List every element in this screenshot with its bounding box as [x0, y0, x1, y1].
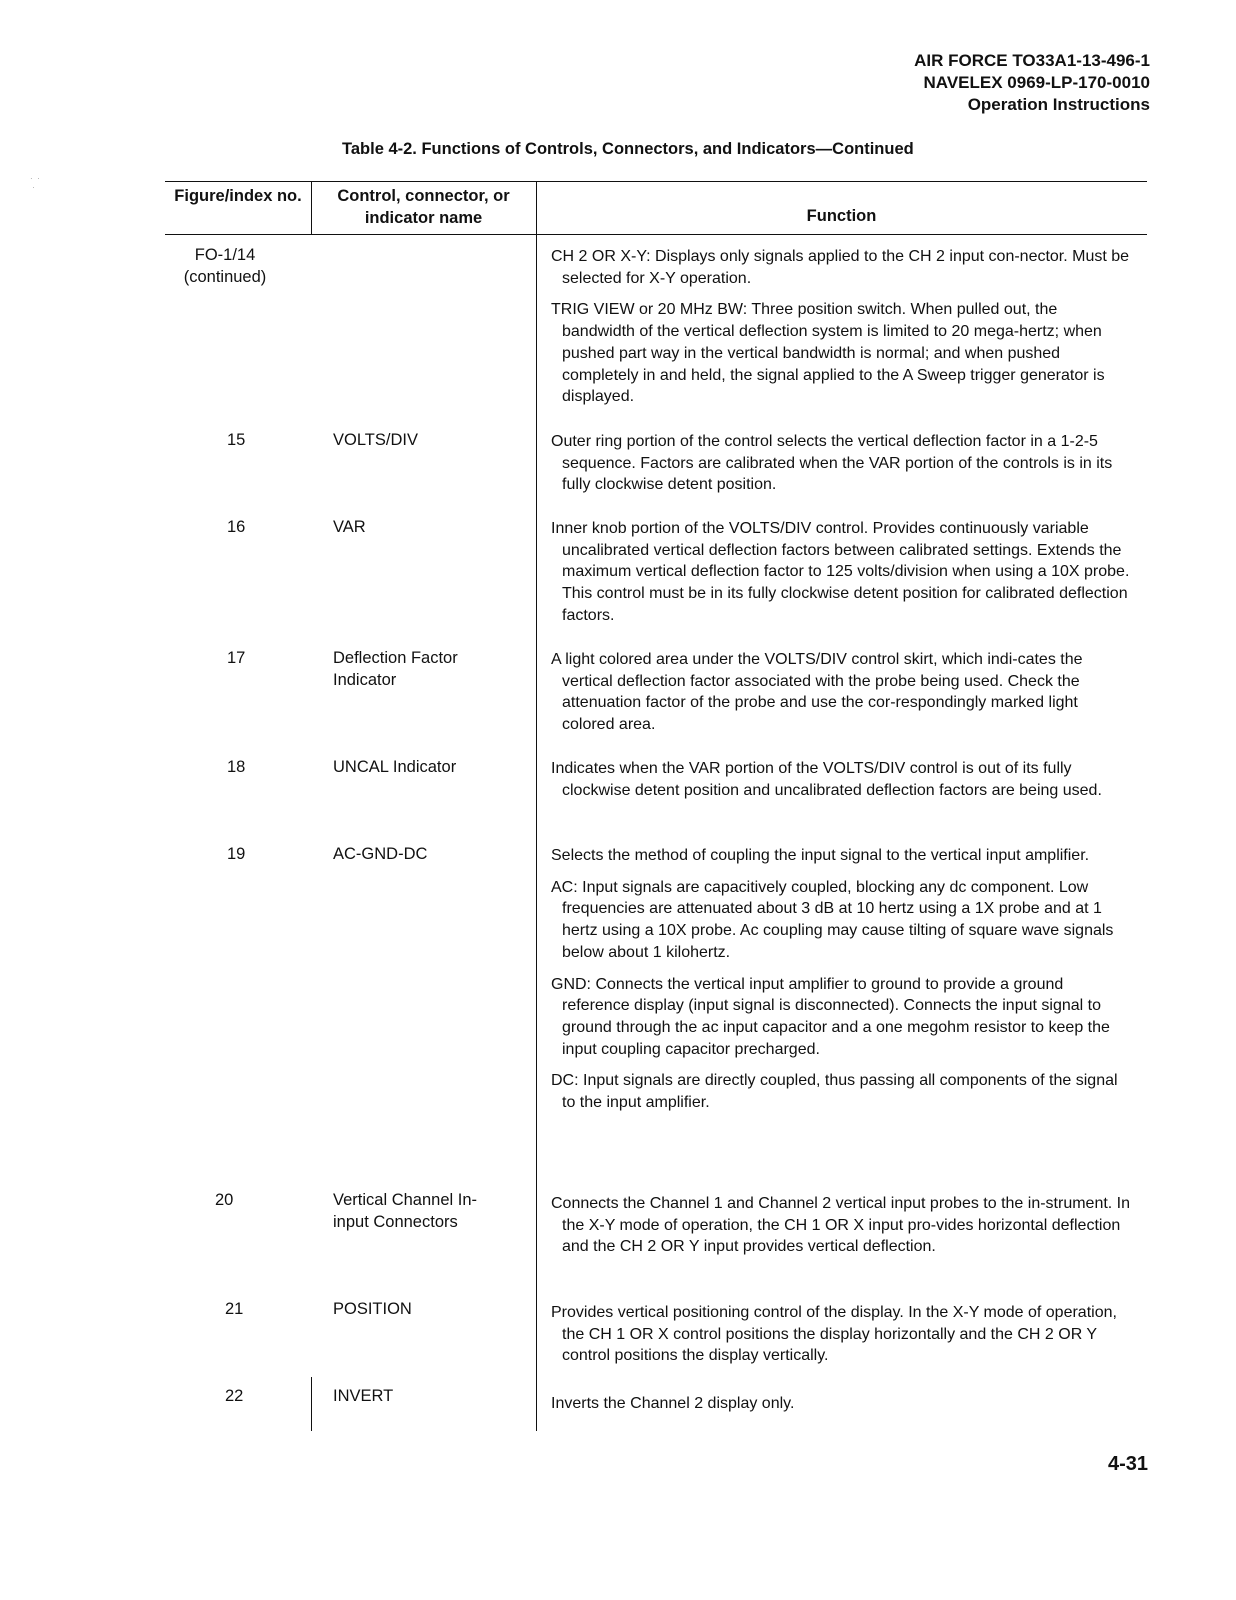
- function-paragraph: Outer ring portion of the control selects the vertical deflection factor in a 1-2-5 sequence. Factors are calibrated when the VAR portion of the controls is in its fully clockwise detent position.: [551, 433, 1113, 494]
- row-index: 17: [227, 649, 246, 667]
- functions-table: [165, 181, 1147, 1431]
- row-function: [551, 1193, 1131, 1268]
- row-function: [551, 758, 1131, 811]
- header-line-1: AIR FORCE TO33A1-13-496-1: [914, 51, 1150, 70]
- document-header: [914, 50, 1150, 116]
- row-function: [551, 246, 1131, 418]
- table-top-rule: [165, 181, 1147, 182]
- column-divider-1-header: [311, 181, 312, 234]
- function-paragraph: A light colored area under the VOLTS/DIV control skirt, which indi-cates the vertical deflection factor associated with the probe being used. Check the attenuation factor of the probe and use the cor-respondingly marked light colored area.: [551, 651, 1083, 734]
- row-function: [551, 431, 1131, 506]
- column-header-figure: Figure/index no.: [174, 187, 302, 205]
- row-control-name: AC-GND-DC: [333, 845, 428, 863]
- function-paragraph: Provides vertical positioning control of the display. In the X-Y mode of operation, the CH 1 OR X control positions the display horizontally and the CH 2 OR Y control positions the display vertically.: [551, 1304, 1117, 1365]
- header-line-2: NAVELEX 0969-LP-170-0010: [923, 73, 1150, 92]
- function-paragraph: TRIG VIEW or 20 MHz BW: Three position switch. When pulled out, the bandwidth of the vertical deflection system is limited to 20 mega-hertz; when pushed part way in the vertical bandwidth is normal; and when pushed completely in and held, the signal applied to the A Sweep trigger generator is displayed.: [551, 301, 1105, 406]
- page-number: 4-31: [1107, 1453, 1148, 1475]
- row-control-name: UNCAL Indicator: [333, 758, 457, 776]
- row-control-name: POSITION: [333, 1300, 412, 1318]
- row-control-name: INVERT: [333, 1387, 394, 1405]
- column-header-function: Function: [806, 207, 877, 225]
- scan-specks: · · ·: [30, 174, 40, 192]
- row-function: [551, 1302, 1131, 1377]
- function-paragraph: CH 2 OR X-Y: Displays only signals applied to the CH 2 input con-nector. Must be selected for X-Y operation.: [551, 248, 1130, 287]
- function-paragraph: GND: Connects the vertical input amplifier to ground to provide a ground reference display (input signal is disconnected). Connects the input signal to ground through the ac input capacitor and a one megohm resistor to keep the input coupling capacitor precharged.: [551, 975, 1110, 1058]
- row-index: 20: [215, 1191, 234, 1209]
- column-header-control: Control, connector, or indicator name: [337, 187, 510, 227]
- function-paragraph: AC: Input signals are capacitively coupled, blocking any dc component. Low frequencies are attenuated about 3 dB at 10 hertz using a 1X probe and at 1 hertz using a 10X probe. Ac coupling may cause tilting of square wave signals below about 1 kilohertz.: [551, 878, 1114, 961]
- row-index: 19: [227, 845, 246, 863]
- row-control-name: VOLTS/DIV: [333, 431, 418, 449]
- table-header-rule: [165, 234, 1147, 235]
- function-paragraph: Connects the Channel 1 and Channel 2 vertical input probes to the in-strument. In the X-Y mode of operation, the CH 1 OR X input pro-vides horizontal deflection and the CH 2 OR Y input provides vertical deflection.: [551, 1195, 1131, 1256]
- row-index: 22: [225, 1387, 244, 1405]
- row-index: 15: [227, 431, 246, 449]
- row-function: [551, 845, 1131, 1124]
- row-index: 18: [227, 758, 246, 776]
- row-control-name: Deflection Factor Indicator: [333, 649, 458, 689]
- function-paragraph: Inverts the Channel 2 display only.: [551, 1395, 795, 1412]
- function-paragraph: Selects the method of coupling the input signal to the vertical input amplifier.: [551, 847, 1090, 864]
- function-paragraph: Indicates when the VAR portion of the VOLTS/DIV control is out of its fully clockwise detent position and uncalibrated deflection factors are being used.: [551, 760, 1102, 799]
- column-divider-1-tail: [311, 1377, 312, 1431]
- row-index: 16: [227, 518, 246, 536]
- column-divider-2: [536, 181, 537, 1431]
- header-line-3: Operation Instructions: [967, 95, 1150, 114]
- row-index: 21: [225, 1300, 244, 1318]
- row-function: [551, 649, 1131, 746]
- table-title: Table 4-2. Functions of Controls, Connectors, and Indicators—Continued: [342, 140, 914, 158]
- row-index: FO-1/14 (continued): [183, 246, 267, 286]
- row-control-name: VAR: [333, 518, 366, 536]
- row-function: [551, 518, 1131, 637]
- function-paragraph: Inner knob portion of the VOLTS/DIV control. Provides continuously variable uncalibrated vertical deflection factors between calibrated settings. Extends the maximum vertical deflection factor to 125 volts/division when using a 10X probe. This control must be in its fully clockwise detent position for calibrated deflection factors.: [551, 520, 1130, 624]
- row-control-name: Vertical Channel In- input Connectors: [333, 1191, 477, 1231]
- function-paragraph: DC: Input signals are directly coupled, thus passing all components of the signal to the input amplifier.: [551, 1072, 1118, 1112]
- row-function: [551, 1393, 1131, 1425]
